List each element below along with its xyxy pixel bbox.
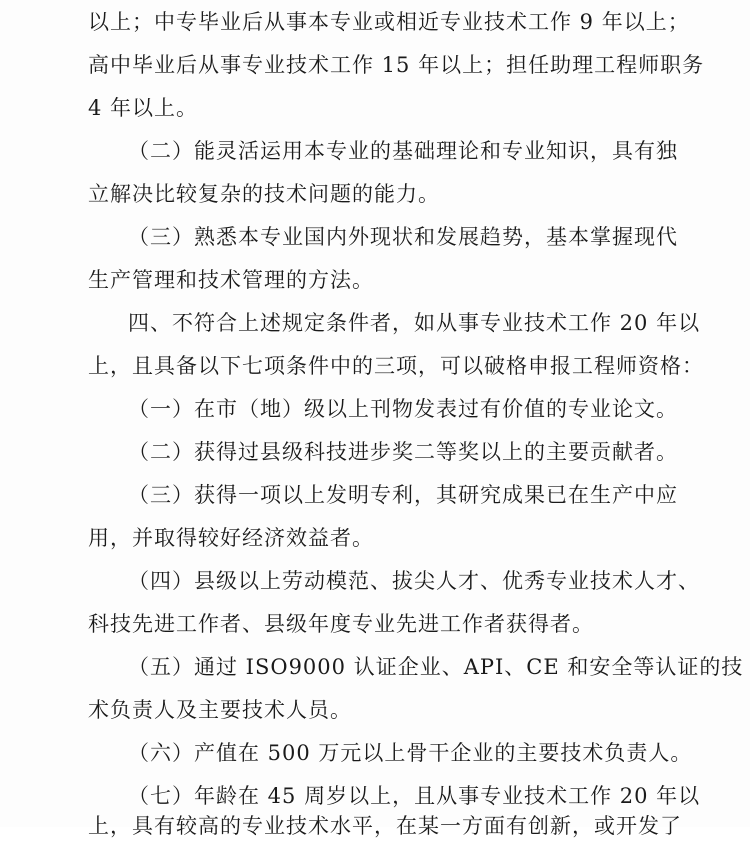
text-line: 以上；中专毕业后从事本专业或相近专业技术工作 9 年以上； (88, 10, 690, 34)
text-line: 术负责人及主要技术人员。 (88, 698, 352, 722)
text-line: 高中毕业后从事专业技术工作 15 年以上；担任助理工程师职务 (88, 53, 705, 77)
text-line: （五）通过 ISO9000 认证企业、API、CE 和安全等认证的技 (128, 655, 744, 679)
text-line: 科技先进工作者、县级年度专业先进工作者获得者。 (88, 612, 594, 636)
text-line: 上，且具备以下七项条件中的三项，可以破格申报工程师资格： (88, 354, 704, 378)
text-line: （三）获得一项以上发明专利，其研究成果已在生产中应 (128, 483, 678, 507)
text-line: 上，具有较高的专业技术水平，在某一方面有创新，或开发了 (88, 814, 682, 838)
text-line: 4 年以上。 (88, 96, 199, 120)
text-line: 四、不符合上述规定条件者，如从事专业技术工作 20 年以 (128, 311, 701, 335)
text-line: （一）在市（地）级以上刊物发表过有价值的专业论文。 (128, 397, 678, 421)
text-line: （三）熟悉本专业国内外现状和发展趋势，基本掌握现代 (128, 225, 678, 249)
text-line: （二）能灵活运用本专业的基础理论和专业知识，具有独 (128, 139, 678, 163)
text-line: 立解决比较复杂的技术问题的能力。 (88, 182, 440, 206)
text-line: （七）年龄在 45 周岁以上，且从事专业技术工作 20 年以 (128, 784, 701, 808)
text-line: 用，并取得较好经济效益者。 (88, 526, 374, 550)
text-line: 生产管理和技术管理的方法。 (88, 268, 374, 292)
text-line: （二）获得过县级科技进步奖二等奖以上的主要贡献者。 (128, 440, 678, 464)
text-line: （四）县级以上劳动模范、拔尖人才、优秀专业技术人才、 (128, 569, 700, 593)
text-line: （六）产值在 500 万元以上骨干企业的主要技术负责人。 (128, 741, 693, 765)
